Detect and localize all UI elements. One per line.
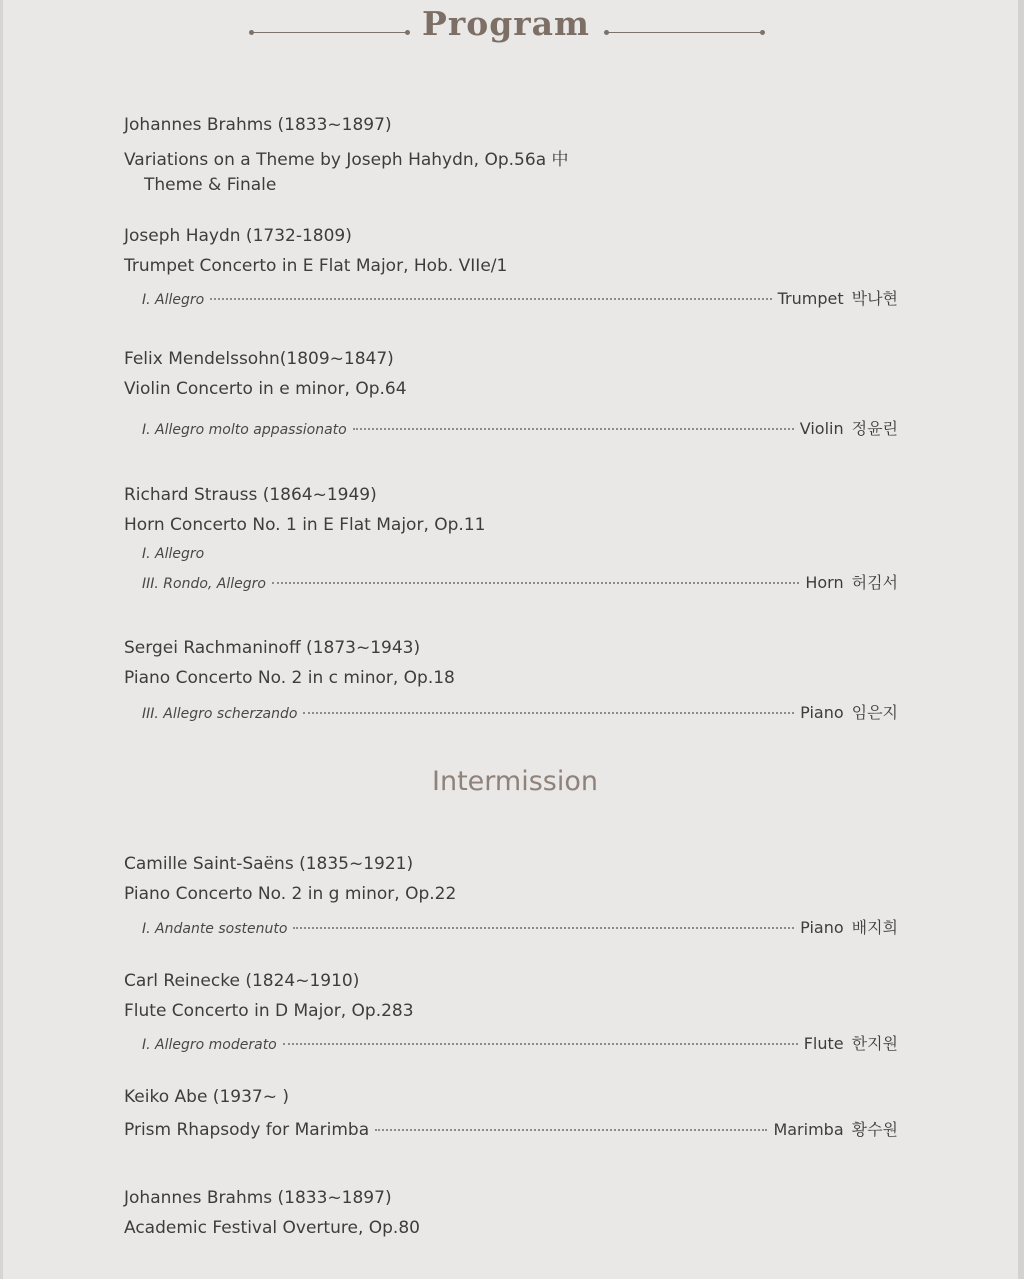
movement-row	[142, 416, 898, 439]
work-title: Trumpet Concerto in E Flat Major, Hob. VIIe/1	[124, 256, 508, 276]
work-title: Prism Rhapsody for Marimba	[124, 1120, 370, 1140]
page-edge-left	[0, 0, 3, 1279]
performer: 허김서	[851, 573, 898, 592]
page-edge-right	[1018, 0, 1024, 1279]
work-title: Violin Concerto in e minor, Op.64	[124, 379, 407, 399]
movement-row	[142, 700, 898, 723]
dot-leader	[283, 1043, 798, 1045]
composer: Keiko Abe (1937~ )	[124, 1087, 289, 1107]
dot-leader	[272, 582, 799, 584]
performer: 박나현	[851, 289, 898, 308]
intermission-heading: Intermission	[432, 766, 598, 797]
ornament-line-right	[606, 32, 762, 33]
composer: Johannes Brahms (1833~1897)	[124, 115, 392, 135]
work-title: Flute Concerto in D Major, Op.283	[124, 1001, 414, 1021]
instrument: Flute	[803, 1034, 844, 1053]
movement-row	[124, 1117, 898, 1140]
movement: III. Rondo, Allegro	[142, 576, 266, 592]
composer: Joseph Haydn (1732-1809)	[124, 226, 352, 246]
dot-leader	[375, 1129, 767, 1131]
instrument: Piano	[800, 918, 844, 937]
instrument: Piano	[800, 703, 844, 722]
instrument: Trumpet	[777, 289, 844, 308]
performer: 황수원	[851, 1120, 898, 1139]
work-title: Piano Concerto No. 2 in g minor, Op.22	[124, 884, 457, 904]
page-title: Program	[422, 4, 590, 43]
movement: I. Allegro moderato	[142, 1037, 277, 1053]
composer: Felix Mendelssohn(1809~1847)	[124, 349, 394, 369]
instrument: Violin	[799, 419, 844, 438]
ornament-dot	[760, 30, 765, 35]
composer: Carl Reinecke (1824~1910)	[124, 971, 360, 991]
performer: 한지원	[851, 1034, 898, 1053]
movement: III. Allegro scherzando	[142, 706, 298, 722]
movement: I. Allegro	[142, 546, 205, 562]
movement-row	[142, 915, 898, 938]
work-title: Horn Concerto No. 1 in E Flat Major, Op.11	[124, 515, 486, 535]
movement-row	[142, 1031, 898, 1054]
program-header	[0, 4, 1024, 56]
work-subtitle: Theme & Finale	[144, 175, 277, 195]
instrument: Marimba	[773, 1120, 844, 1139]
movement: I. Andante sostenuto	[142, 921, 288, 937]
composer: Richard Strauss (1864~1949)	[124, 485, 377, 505]
performer: 배지희	[851, 918, 898, 937]
work-title: Variations on a Theme by Joseph Hahydn, Op.56a 中	[124, 150, 569, 170]
dot-leader	[210, 298, 771, 300]
movement-row	[142, 570, 898, 593]
work-title: Academic Festival Overture, Op.80	[124, 1218, 420, 1238]
dot-leader	[303, 712, 794, 714]
dot-leader	[353, 428, 794, 430]
composer: Sergei Rachmaninoff (1873~1943)	[124, 638, 421, 658]
movement: I. Allegro	[142, 292, 205, 308]
movement-row	[142, 286, 898, 309]
performer: 임은지	[851, 703, 898, 722]
work-title: Piano Concerto No. 2 in c minor, Op.18	[124, 668, 455, 688]
composer: Johannes Brahms (1833~1897)	[124, 1188, 392, 1208]
composer: Camille Saint-Saëns (1835~1921)	[124, 854, 414, 874]
instrument: Horn	[805, 573, 844, 592]
performer: 정윤린	[851, 419, 898, 438]
dot-leader	[293, 927, 794, 929]
movement: I. Allegro molto appassionato	[142, 422, 347, 438]
